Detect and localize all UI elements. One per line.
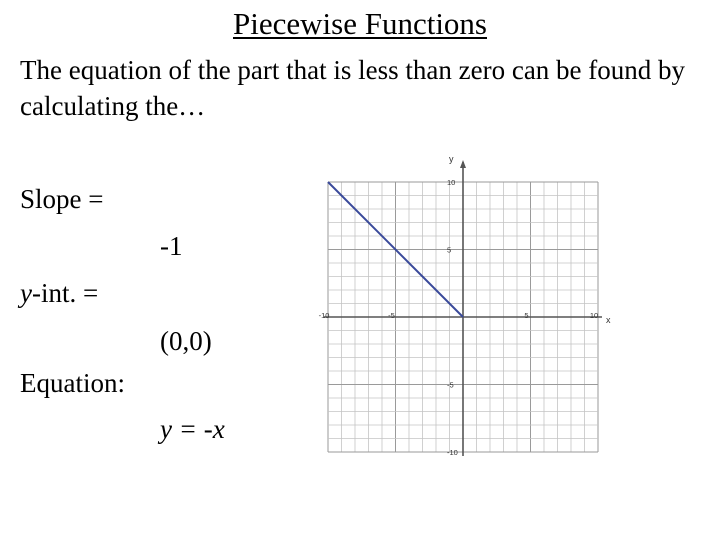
x-tick-label: 10 [589,311,599,320]
y-axis-arrow [460,160,466,168]
equation-value: y = -x [160,414,225,444]
yint-label [20,276,98,310]
slope-value: -1 [160,231,183,261]
x-axis-label: x [606,315,611,325]
yint-label-italic: y [20,278,32,308]
slide-title [0,4,720,44]
x-tick-label: 5 [524,311,529,320]
y-tick-label: 10 [447,178,456,187]
coordinate-graph [310,150,620,460]
yint-label-rest: -int. = [31,278,99,308]
equation-label: Equation: [20,368,125,398]
y-tick-label: 5 [447,245,452,255]
yint-value: (0,0) [160,326,212,356]
x-tick-label: -5 [388,311,395,320]
slide-title-text: Piecewise Functions [233,6,487,41]
y-tick-label: -10 [447,448,458,457]
slope-label: Slope = [20,184,104,214]
y-tick-label: -5 [447,380,454,390]
y-axis-label: y [449,154,454,164]
x-tick-label: -10 [318,311,330,320]
intro-text: The equation of the part that is less than zero can be found by calculating the… [20,55,686,121]
